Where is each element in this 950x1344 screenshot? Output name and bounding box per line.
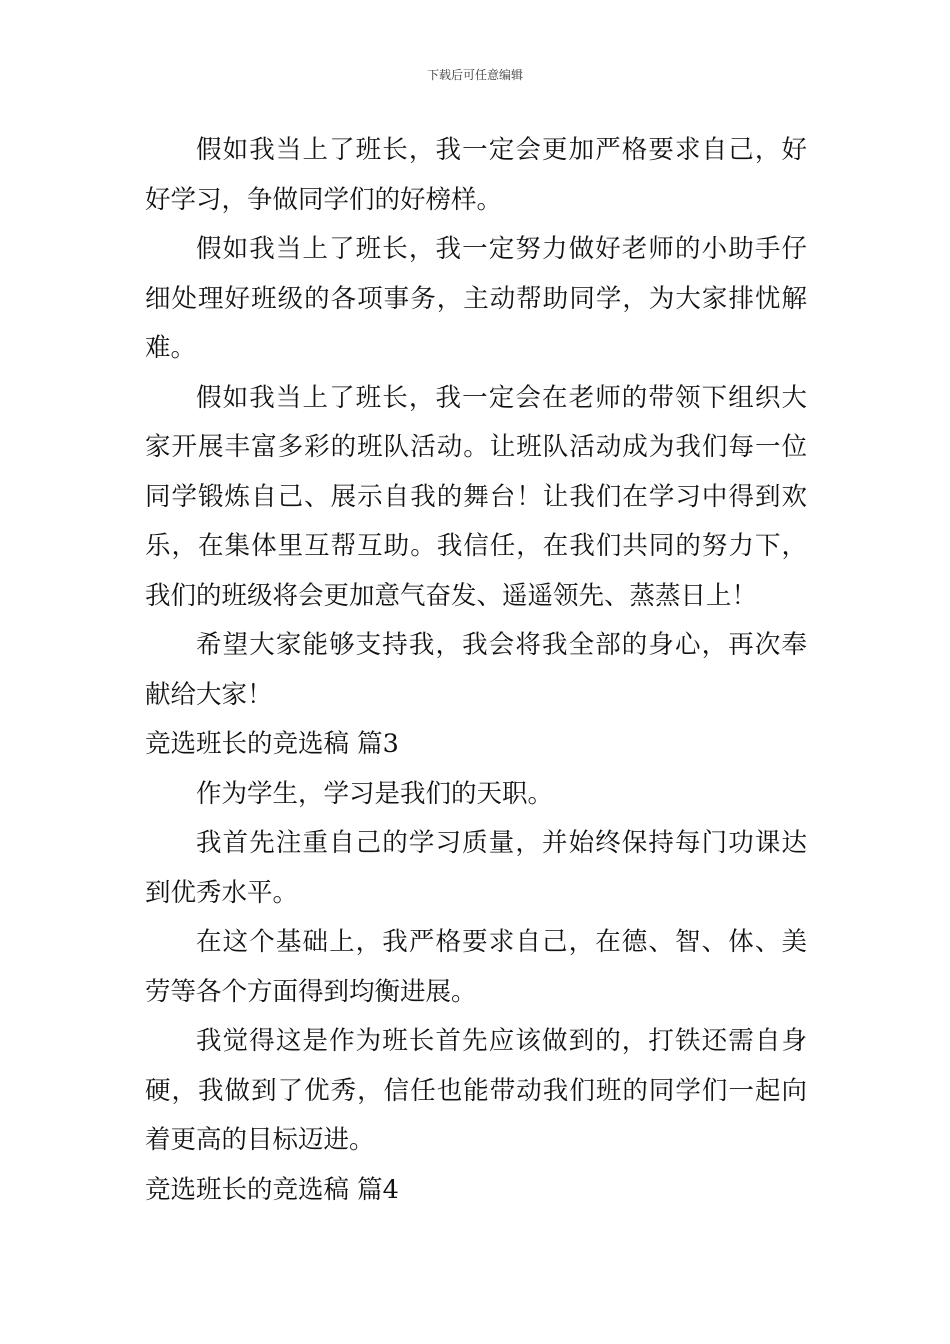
paragraph: 我首先注重自己的学习质量，并始终保持每门功课达到优秀水平。 (145, 828, 807, 908)
paragraph: 作为学生，学习是我们的天职。 (196, 778, 554, 809)
paragraph: 假如我当上了班长，我一定会更加严格要求自己，好好学习，争做同学们的好榜样。 (145, 135, 807, 215)
paragraph: 我觉得这是作为班长首先应该做到的，打铁还需自身硬，我做到了优秀，信任也能带动我们班的同学们一起向着更高的目标迈进。 (145, 1026, 807, 1155)
paragraph: 假如我当上了班长，我一定会在老师的带领下组织大家开展丰富多彩的班队活动。让班队活动成为我们每一位同学锻炼自己、展示自我的舞台！让我们在学习中得到欢乐，在集体里互帮互助。我信任，在我们共同的努力下，我们的班级将会更加意气奋发、遥遥领先、蒸蒸日上！ (145, 382, 807, 611)
page-header: 下载后可任意编辑 (426, 68, 523, 82)
section-heading: 竞选班长的竞选稿 篇4 (145, 1174, 399, 1205)
document-body (145, 126, 807, 1215)
section-heading: 竞选班长的竞选稿 篇3 (145, 729, 399, 759)
paragraph: 假如我当上了班长，我一定努力做好老师的小助手仔细处理好班级的各项事务，主动帮助同学，为大家排忧解难。 (145, 234, 807, 363)
paragraph: 在这个基础上，我严格要求自己，在德、智、体、美劳等各个方面得到均衡进展。 (145, 927, 807, 1007)
paragraph: 希望大家能够支持我，我会将我全部的身心，再次奉献给大家！ (145, 630, 807, 710)
